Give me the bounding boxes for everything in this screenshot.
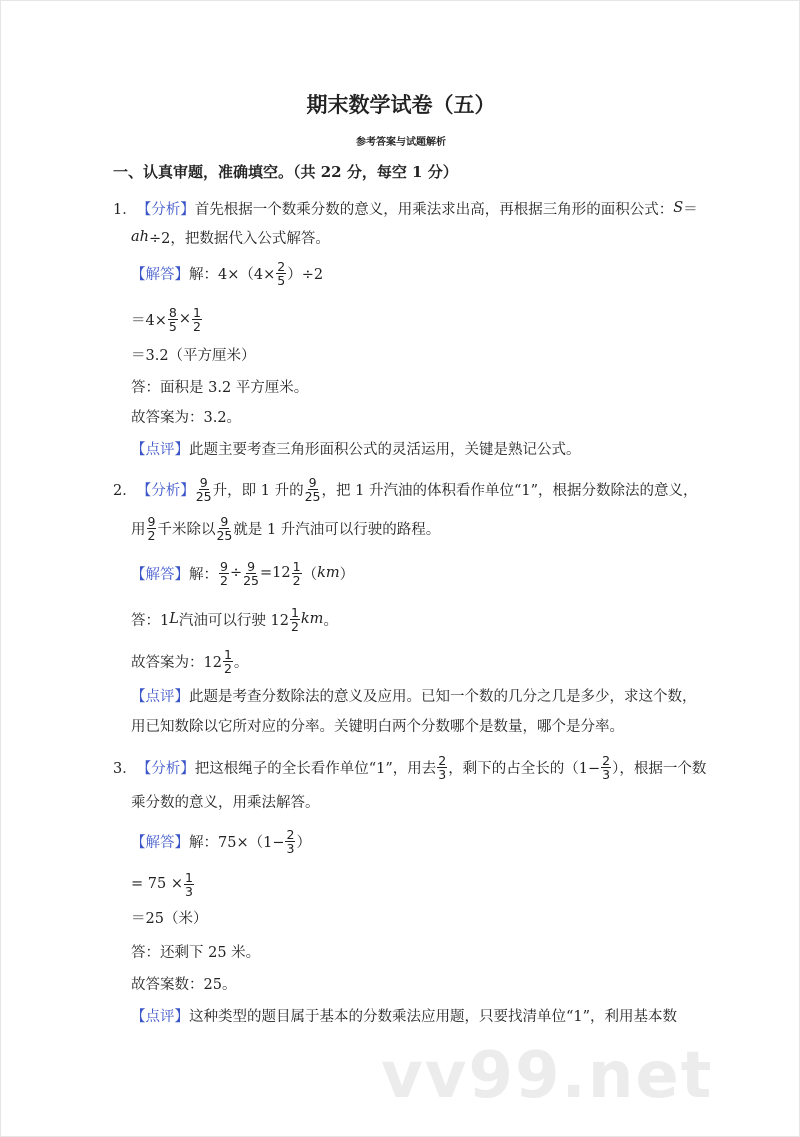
fraction [243, 560, 259, 587]
denominator: 5 [277, 272, 286, 288]
numerator: 9 [220, 558, 228, 574]
fraction [305, 476, 321, 503]
text-line [113, 193, 698, 223]
numerator: 8 [168, 304, 177, 320]
section-tag: 【解答】 [131, 566, 189, 583]
text-segment: 。 [323, 612, 338, 629]
section-tag: 【解答】 [131, 834, 189, 851]
denominator: 3 [184, 883, 193, 899]
math-variable: L [169, 611, 179, 627]
text-segment: = 75 × [131, 876, 183, 892]
text-line [131, 304, 203, 334]
text-segment: 解： [189, 566, 218, 583]
text-line [113, 474, 698, 504]
text-segment: ，把 1 升汽油的体积看作单位“1”，根据分数除法的意义， [321, 482, 698, 499]
denominator: 2 [290, 618, 299, 634]
fraction [223, 648, 233, 675]
text-segment: 3． [113, 760, 137, 777]
fraction [292, 560, 302, 587]
section-tag: 【点评】 [131, 441, 189, 458]
text-line [131, 680, 697, 710]
text-segment: 升，即 1 升的 [212, 482, 304, 499]
text-segment: 就是 1 升汽油可以行驶的路程。 [233, 521, 441, 538]
math-variable: km [300, 611, 324, 627]
text-line [131, 1000, 677, 1030]
text-line [131, 371, 308, 401]
math-variable: S [673, 200, 684, 216]
text-segment: ），根据一个数 [612, 760, 707, 777]
fraction [168, 306, 178, 333]
text-segment: 1． [113, 201, 137, 218]
section-tag: 【分析】 [136, 201, 195, 218]
text-segment: 2． [113, 482, 137, 499]
fraction [276, 260, 286, 287]
text-segment: ＝4× [131, 312, 167, 329]
denominator: 3 [602, 766, 611, 782]
text-segment: 答：1 [131, 612, 170, 629]
section-tag: 【分析】 [136, 482, 195, 499]
numerator: 9 [199, 474, 208, 490]
text-segment: 乘分数的意义，用乘法解答。 [131, 794, 320, 811]
text-segment: 这种类型的题目属于基本的分数乘法应用题，只要找清单位“1”，利用基本数 [189, 1008, 678, 1025]
numerator: 2 [438, 752, 447, 768]
denominator: 3 [286, 840, 295, 856]
text-line [131, 604, 338, 634]
denominator: 3 [438, 766, 447, 782]
section-tag: 【分析】 [136, 760, 195, 777]
text-segment: ＝3.2（平方厘米） [131, 347, 256, 364]
text-segment: 答：面积是 3.2 平方厘米。 [131, 379, 309, 396]
text-segment: 此题主要考查三角形面积公式的灵活运用，关键是熟记公式。 [189, 441, 581, 458]
numerator: 1 [184, 869, 193, 885]
numerator: 9 [147, 513, 156, 529]
fraction [216, 515, 232, 542]
denominator: 2 [147, 527, 156, 543]
text-line [131, 339, 256, 369]
denominator: 25 [216, 527, 233, 543]
text-segment: ＝ [683, 201, 698, 218]
text-segment: 故答案为：12 [131, 654, 222, 671]
text-segment: ÷ [229, 565, 243, 581]
numerator: 1 [192, 304, 201, 320]
text-line [131, 513, 440, 543]
text-segment: 此题是考查分数除法的意义及应用。已知一个数的几分之几是多少，求这个数， [189, 688, 697, 705]
text-line [113, 752, 706, 782]
denominator: 25 [304, 488, 321, 504]
denominator: 2 [292, 572, 301, 588]
fraction [290, 606, 300, 633]
text-segment: （ [302, 566, 318, 583]
text-line [131, 869, 195, 899]
text-segment: 解：75×（1− [189, 834, 285, 851]
text-line [131, 786, 320, 816]
math-variable: ah [131, 229, 149, 245]
fraction [147, 515, 157, 542]
text-segment: 把这根绳子的全长看作单位“1”，用去 [194, 760, 437, 777]
text-line [131, 902, 207, 932]
denominator: 25 [243, 572, 260, 588]
numerator: 1 [290, 604, 299, 620]
denominator: 25 [195, 488, 212, 504]
fraction [601, 754, 611, 781]
denominator: 2 [223, 660, 232, 676]
page-subtitle: 参考答案与试题解析 [356, 137, 446, 148]
fraction [285, 828, 295, 855]
section-heading: 一、认真审题，准确填空。（共 22 分，每空 1 分） [113, 163, 458, 181]
text-segment: ÷2，把数据代入公式解答。 [148, 230, 330, 247]
text-segment: 千米除以 [157, 521, 216, 538]
text-line [131, 258, 323, 288]
text-line [131, 222, 330, 252]
text-segment: 故答案数：25。 [131, 976, 237, 993]
text-segment: ） [339, 566, 355, 583]
text-line [131, 936, 260, 966]
numerator: 2 [286, 826, 295, 842]
denominator: 2 [220, 572, 228, 588]
text-segment: ） [296, 834, 311, 851]
text-line [131, 646, 248, 676]
text-line [131, 401, 241, 431]
text-line [131, 710, 624, 740]
fraction [219, 560, 229, 587]
text-line [131, 433, 581, 463]
section-tag: 【点评】 [131, 1008, 189, 1025]
watermark: vv99.net [381, 1039, 714, 1113]
fraction [192, 306, 202, 333]
text-segment: 用已知数除以它所对应的分率。关键明白两个分数哪个是数量，哪个是分率。 [131, 718, 624, 735]
numerator: 2 [602, 752, 611, 768]
text-segment: 用 [131, 521, 146, 538]
text-segment: 汽油可以行驶 12 [178, 612, 289, 629]
text-segment: 解：4×（4× [189, 266, 276, 283]
text-segment: 首先根据一个数乘分数的意义，用乘法求出高，再根据三角形的面积公式： [194, 201, 674, 218]
text-segment: =12 [260, 565, 291, 581]
text-segment: ）÷2 [287, 266, 324, 283]
numerator: 9 [247, 558, 256, 574]
text-line [131, 558, 354, 588]
numerator: 1 [223, 646, 232, 662]
text-segment: 答：还剩下 25 米。 [131, 944, 261, 961]
text-segment: ，剩下的占全长的（1− [448, 760, 601, 777]
numerator: 1 [292, 558, 301, 574]
denominator: 5 [168, 318, 177, 334]
section-tag: 【解答】 [131, 266, 189, 283]
text-segment: 故答案为：3.2。 [131, 409, 242, 426]
text-segment: ＝25（米） [131, 910, 208, 927]
numerator: 9 [220, 513, 229, 529]
fraction [184, 871, 194, 898]
text-line [131, 968, 236, 998]
numerator: 2 [277, 258, 286, 274]
section-tag: 【点评】 [131, 688, 189, 705]
fraction [196, 476, 212, 503]
text-line [131, 826, 311, 856]
math-variable: km [317, 565, 340, 581]
text-segment: × [178, 311, 191, 327]
numerator: 9 [308, 474, 317, 490]
denominator: 2 [192, 318, 201, 334]
page-title: 期末数学试卷（五） [306, 93, 496, 117]
fraction [437, 754, 447, 781]
text-segment: 。 [233, 654, 249, 671]
